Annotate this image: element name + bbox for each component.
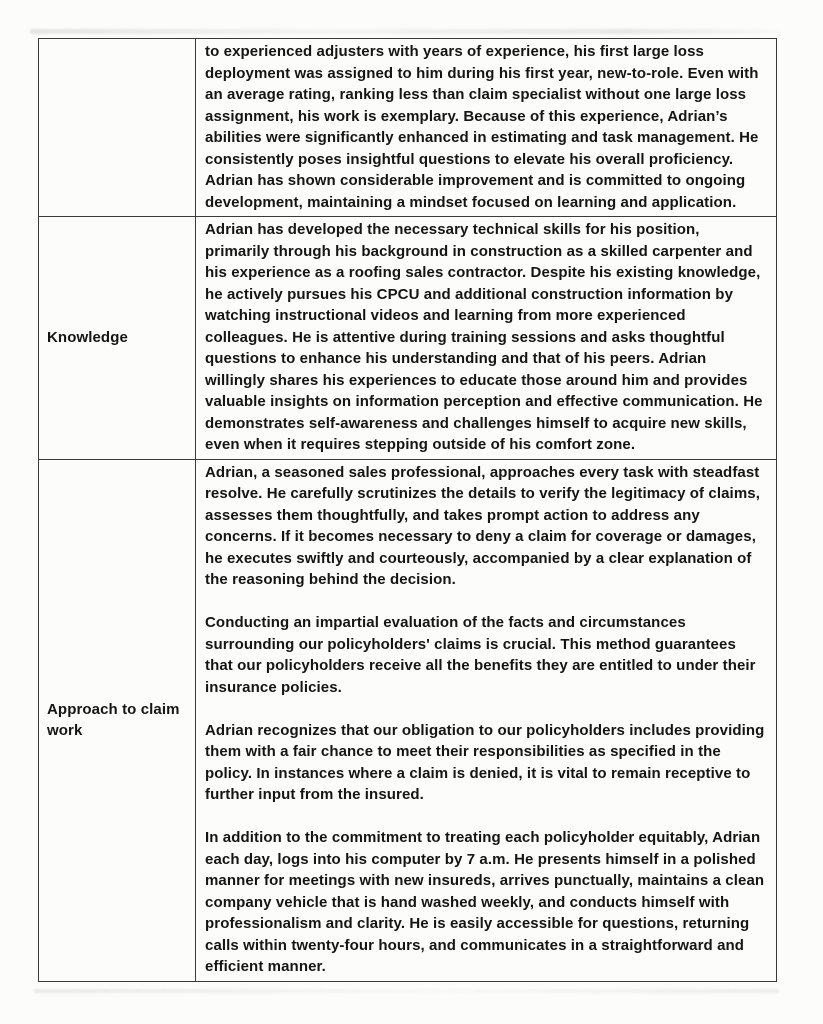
- row-label: Approach to claim work: [47, 700, 180, 739]
- table-row-knowledge: [39, 217, 777, 460]
- paragraph: Adrian, a seasoned sales professional, approaches every task with steadfast resolve. He carefully scrutinizes the details to verify the legitimacy of claims, assesses them thoughtfully, and takes prompt action to address any concerns. If it becomes necessary to deny a claim for coverage or damages, he executes swiftly and courteously, accompanied by a clear explanation of the reasoning behind the decision.: [205, 463, 760, 588]
- row-label-cell-approach: [39, 459, 196, 981]
- row-label: Knowledge: [47, 329, 128, 346]
- row-text-cell: [196, 217, 777, 460]
- performance-review-table: [38, 38, 777, 982]
- paragraph: to experienced adjusters with years of experience, his first large loss deployment was assigned to him during his first year, new-to-role. Even with an average rating, ranking less than claim specialist without one large loss assignment, his work is exemplary. Because of this experience, Adrian’s abilities were significantly enhanced in estimating and task management. He consistently poses insightful questions to elevate his overall proficiency. Adrian has shown considerable improvement and is committed to ongoing development, maintaining a mindset focused on learning and application.: [205, 43, 759, 211]
- row-label-cell-knowledge: [39, 217, 196, 460]
- paragraph: Adrian recognizes that our obligation to our policyholders includes providing them with a fair chance to meet their responsibilities as specified in the policy. In instances where a claim is denied, it is vital to remain receptive to further input from the insured.: [205, 721, 765, 803]
- row-label-cell-empty: [39, 39, 196, 217]
- scan-artifact-top: [30, 29, 780, 34]
- paragraph: Conducting an impartial evaluation of the facts and circumstances surrounding our policyholders' claims is crucial. This method guarantees that our policyholders receive all the benefits they are entitled to under their insurance policies.: [205, 614, 756, 696]
- paragraph: In addition to the commitment to treating each policyholder equitably, Adrian each day, logs into his computer by 7 a.m. He presents himself in a polished manner for meetings with new insureds, arrives punctually, maintains a clean company vehicle that is hand washed weekly, and conducts himself with professionalism and clarity. He is easily accessible for questions, returning calls within twenty-four hours, and communicates in a straightforward and efficient manner.: [205, 829, 765, 975]
- scan-artifact-bottom: [34, 989, 779, 993]
- table-row-continued: [39, 39, 777, 217]
- row-text-cell: [196, 39, 777, 217]
- paragraph: Adrian has developed the necessary technical skills for his position, primarily through his background in construction as a skilled carpenter and his experience as a roofing sales contractor. Despite his existing knowledge, he actively pursues his CPCU and additional construction information by watching instructional videos and learning from more experienced colleagues. He is attentive during training sessions and asks thoughtful questions to enhance his understanding and that of his peers. Adrian willingly shares his experiences to educate those around him and provides valuable insights on information perception and effective communication. He demonstrates self-awareness and challenges himself to acquire new skills, even when it requires stepping outside of his comfort zone.: [205, 221, 763, 453]
- table-row-approach-to-claim-work: [39, 459, 777, 981]
- row-text-cell: [196, 459, 777, 981]
